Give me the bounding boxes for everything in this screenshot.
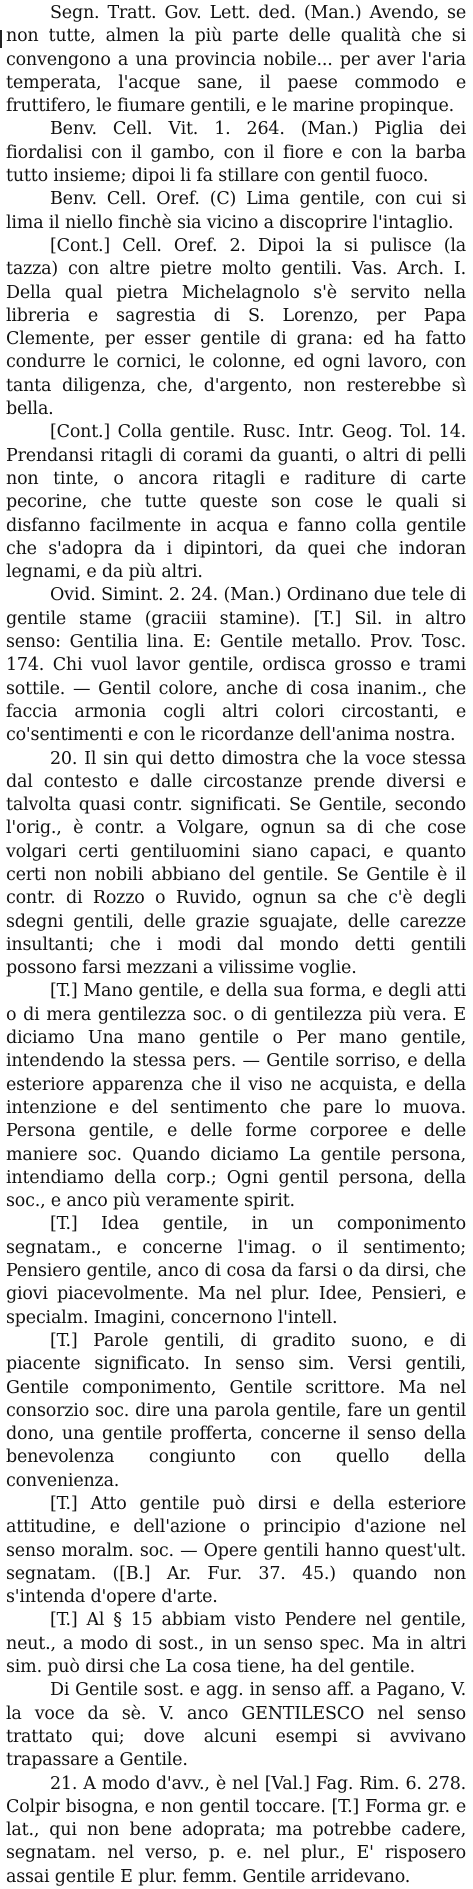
margin-bar	[0, 30, 2, 48]
paragraph-ovid-simint: Ovid. Simint. 2. 24. (Man.) Ordinano due tele di gentile stame (graciii stamine). [T.] Sil. in altro senso: Gentilia lina. E: Gentile metallo. Prov. Tosc. 174. Chi vuol lavor gentile, ordisca grosso e trami sottile. — Gentil colore, anche di cosa inanim., che faccia armonia cogli altri colori circostanti, e co'sentimenti e con le ricordanze dell'anima nostra.	[6, 585, 466, 746]
paragraph-parole-gentili: [T.] Parole gentili, di gradito suono, e di piacente significato. In senso sim. Versi gentili, Gentile componimento, Gentile scrittore. Ma nel consorzio soc. dire una parola gentile, fare un gentil dono, una gentile profferta, concerne il senso della benevolenza congiunto con quello della convenienza.	[6, 1330, 466, 1491]
paragraph-mano-gentile: [T.] Mano gentile, e della sua forma, e degli atti o di mera gentilezza soc. o di gentilezza più vera. E diciamo Una mano gentile o Per mano gentile, intendendo la stessa pers. — Gentile sorriso, e della esteriore apparenza che il viso ne acquista, e della intenzione e del sentimento che pare lo muova. Persona gentile, e delle forme corporee e delle maniere soc. Quando diciamo La gentile persona, intendiamo della corp.; Ogni gentil persona, della soc., e anco più veramente spirit.	[6, 981, 466, 1212]
paragraph-gentile-sost: Di Gentile sost. e agg. in senso aff. a Pagano, V. la voce da sè. V. anco GENTILESCO nel senso trattato qui; dove alcuni esempi si avvivano trapassare a Gentile.	[6, 1680, 466, 1771]
paragraph-section-15-ref: [T.] Al § 15 abbiam visto Pendere nel gentile, neut., a modo di sost., in un senso spec. Ma in altri sim. può dirsi che La cosa tiene, ha del gentile.	[6, 1610, 466, 1678]
paragraph-section-20: 20. Il sin qui detto dimostra che la voce stessa dal contesto e dalle circostanze prende diversi e talvolta quasi contr. significati. Se Gentile, secondo l'orig., è contr. a Volgare, ognun sa di che cose volgari certi gentiluomini siano capaci, e quanto certi non nobili abbiano del gentile. Se Gentile è il contr. di Rozzo o Ruvido, ognun sa che c'è degli sdegni gentili, delle grazie sguajate, delle carezze insultanti; che i modi dal mondo detti gentili possono farsi mezzani a vilissime voglie.	[6, 748, 466, 979]
paragraph-colla-gentile: [Cont.] Colla gentile. Rusc. Intr. Geog. Tol. 14. Prendansi ritagli di corami da guanti, o altri di pelli non tinte, o ancora ritagli e raditure di carte pecorine, che tutte queste son cose le quali si disfanno facilmente in acqua e fanno colla gentile che s'adopra da i dipintori, da quei che indoran legnami, e da più altri.	[6, 422, 466, 583]
paragraph-benv-cell-oref: Benv. Cell. Oref. (C) Lima gentile, con cui si lima il niello finchè sia vicino a discoprire l'intaglio.	[6, 189, 466, 233]
paragraph-section-21: 21. A modo d'avv., è nel [Val.] Fag. Rim. 6. 278. Colpir bisogna, e non gentil toccare. [T.] Forma gr. e lat., qui non bene adoprata; ma potrebbe cadere, segnatam. nel verso, p. e. nel plur., E' risposero assai gentile E plur. femm. Gentile arridevano.	[6, 1773, 466, 1887]
paragraph-benv-cell-vit: Benv. Cell. Vit. 1. 264. (Man.) Piglia dei fiordalisi con il gambo, con il fiore e con la barba tutto insieme; dipoi li fa stillare con gentil fuoco.	[6, 119, 466, 187]
dictionary-page	[6, 2, 466, 1889]
paragraph-idea-gentile: [T.] Idea gentile, in un componimento segnatam., e concerne l'imag. o il sentimento; Pensiero gentile, anco di cosa da farsi o da dirsi, che giovi piacevolmente. Ma nel plur. Idee, Pensieri, e specialm. Imagini, concernono l'intell.	[6, 1214, 466, 1328]
paragraph-cont-cell-oref: [Cont.] Cell. Oref. 2. Dipoi la si pulisce (la tazza) con altre pietre molto gentili. Vas. Arch. I. Della qual pietra Michelagnolo s'è servito nella libreria e sagrestia di S. Lorenzo, per Papa Clemente, per esser gentile di grana: ed ha fatto condurre le cornici, le colonne, ed ogni lavoro, con tanta diligenza, che, d'argento, non resterebbe sì bella.	[6, 235, 466, 420]
paragraph-segn-tratt: Segn. Tratt. Gov. Lett. ded. (Man.) Avendo, se non tutte, almen la più parte delle qualità che si convengono a una provincia nobile... per aver l'aria temperata, l'acque sane, il paese commodo e fruttifero, le fiumare gentili, e le marine propinque.	[6, 3, 466, 117]
paragraph-atto-gentile: [T.] Atto gentile può dirsi e della esteriore attitudine, e dell'azione o principio d'azione nel senso moralm. soc. — Opere gentili hanno quest'ult. segnatam. ([B.] Ar. Fur. 37. 45.) quando non s'intenda d'opere d'arte.	[6, 1494, 466, 1608]
